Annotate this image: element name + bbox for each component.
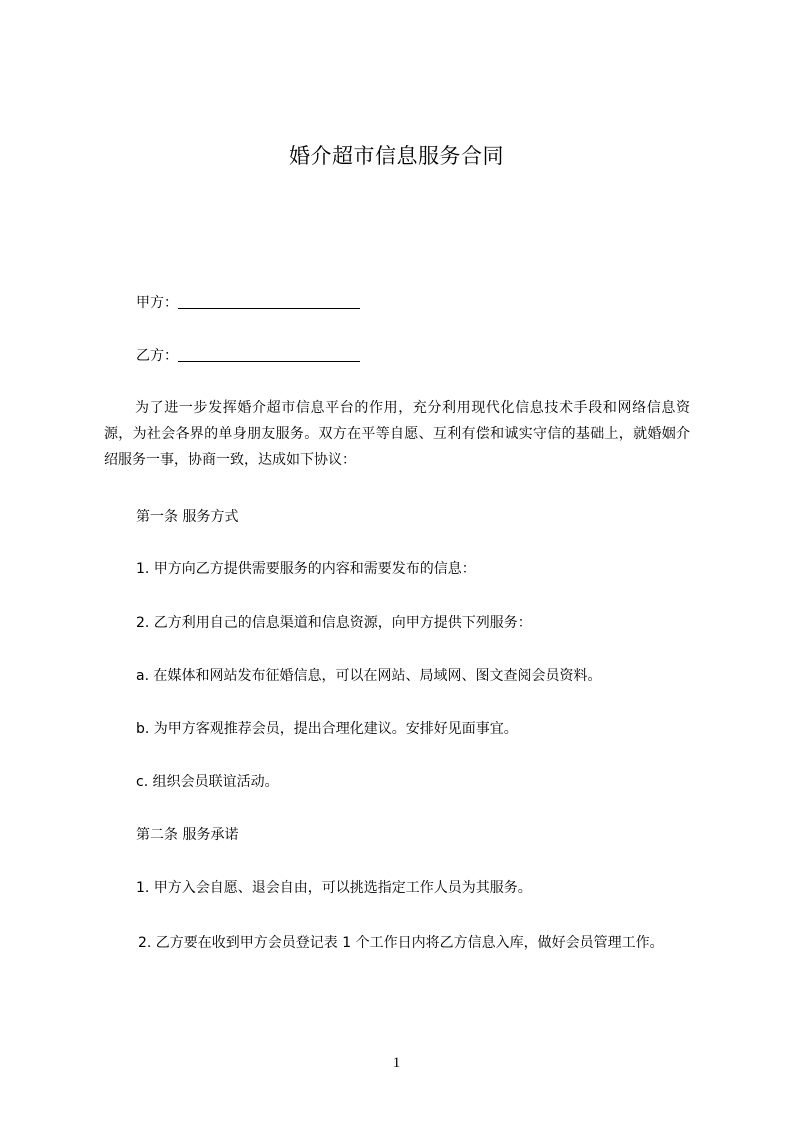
- party-b-line: [136, 345, 360, 365]
- party-a-label: 甲方：: [136, 295, 178, 311]
- party-b-blank: [178, 347, 360, 362]
- article1-item: c. 组织会员联谊活动。: [136, 774, 279, 790]
- article1-item: b. 为甲方客观推荐会员，提出合理化建议。安排好见面事宜。: [136, 721, 518, 737]
- article2-heading: 第二条 服务承诺: [136, 827, 239, 843]
- article1-item: 2. 乙方利用自己的信息渠道和信息资源，向甲方提供下列服务：: [136, 615, 532, 631]
- article2-item: 1. 甲方入会自愿、退会自由，可以挑选指定工作人员为其服务。: [136, 880, 532, 896]
- article1-heading: 第一条 服务方式: [136, 509, 239, 525]
- party-a-line: [136, 292, 360, 312]
- party-b-label: 乙方：: [136, 348, 178, 364]
- page-number: 1: [392, 1055, 401, 1071]
- article1-item: 1. 甲方向乙方提供需要服务的内容和需要发布的信息：: [136, 561, 476, 577]
- article2-item: 2. 乙方要在收到甲方会员登记表 1 个工作日内将乙方信息入库，做好会员管理工作。: [138, 935, 664, 951]
- document-title: 婚介超市信息服务合同: [289, 144, 504, 168]
- party-a-blank: [178, 294, 360, 309]
- intro-paragraph: 为了进一步发挥婚介超市信息平台的作用，充分利用现代化信息技术手段和网络信息资源，为社会各界的单身朋友服务。双方在平等自愿、互利有偿和诚实守信的基础上，就婚姻介绍服务一事，协商一致，达成如下协议：: [104, 400, 690, 468]
- article1-item: a. 在媒体和网站发布征婚信息，可以在网站、局域网、图文查阅会员资料。: [136, 668, 602, 684]
